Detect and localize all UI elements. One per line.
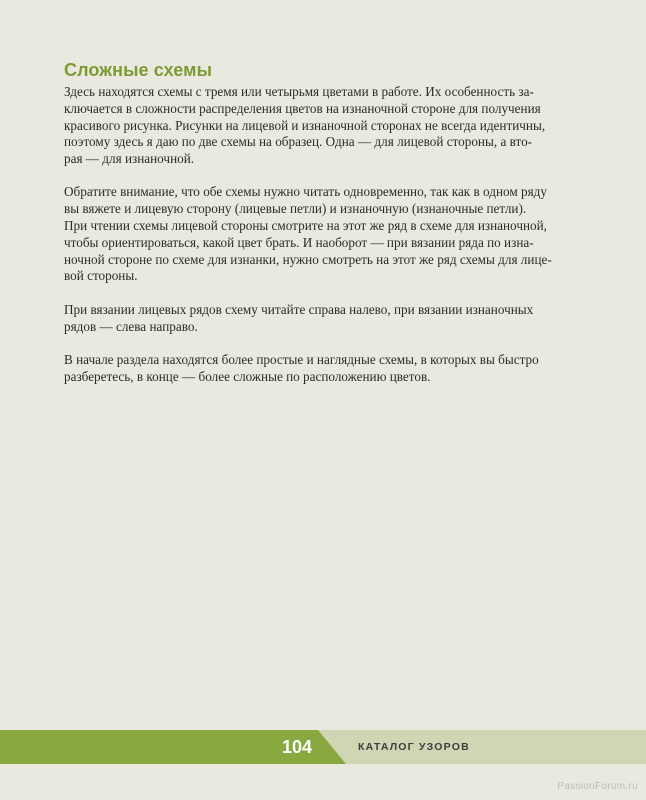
text-line: ночной стороне по схеме для изнанки, нужно смотреть на этот же ряд схемы для лице- <box>64 251 552 267</box>
paragraph-1 <box>64 84 544 168</box>
text-line: рая — для изнаночной. <box>64 151 195 167</box>
section-heading: Сложные схемы <box>64 60 213 80</box>
text-line: При чтении схемы лицевой стороны смотрите на этот же ряд в схеме для изнаночной, <box>64 218 547 234</box>
text-line: рядов — слева направо. <box>64 318 198 334</box>
paragraph-4 <box>64 352 544 386</box>
text-line: вой стороны. <box>64 268 138 284</box>
text-line: красивого рисунка. Рисунки на лицевой и изнаночной сторонах не всегда идентичны, <box>64 117 546 133</box>
text-line: В начале раздела находятся более простые и наглядные схемы, в которых вы быстро <box>64 351 539 367</box>
paragraph-3 <box>64 302 544 336</box>
text-line: чтобы ориентироваться, какой цвет брать. И наоборот — при вязании ряда по изна- <box>64 234 534 250</box>
text-line: вы вяжете и лицевую сторону (лицевые петли) и изнаночную (изнаночные петли). <box>64 201 527 217</box>
running-section-title: КАТАЛОГ УЗОРОВ <box>358 741 470 753</box>
text-line: ключается в сложности распределения цветов на изнаночной стороне для получения <box>64 100 541 116</box>
site-watermark: PassionForum.ru <box>557 781 638 792</box>
text-line: Здесь находятся схемы с тремя или четырьмя цветами в работе. Их особенность за- <box>64 84 534 99</box>
paragraph-2 <box>64 184 552 285</box>
text-line: Обратите внимание, что обе схемы нужно читать одновременно, так как в одном ряду <box>64 184 547 200</box>
text-line: При вязании лицевых рядов схему читайте справа налево, при вязании изнаночных <box>64 301 534 317</box>
text-line: разберетесь, в конце — более сложные по расположению цветов. <box>64 368 431 384</box>
page-number: 104 <box>281 737 313 757</box>
text-line: поэтому здесь я даю по две схемы на образец. Одна — для лицевой стороны, а вто- <box>64 134 533 150</box>
body-text <box>64 84 552 402</box>
